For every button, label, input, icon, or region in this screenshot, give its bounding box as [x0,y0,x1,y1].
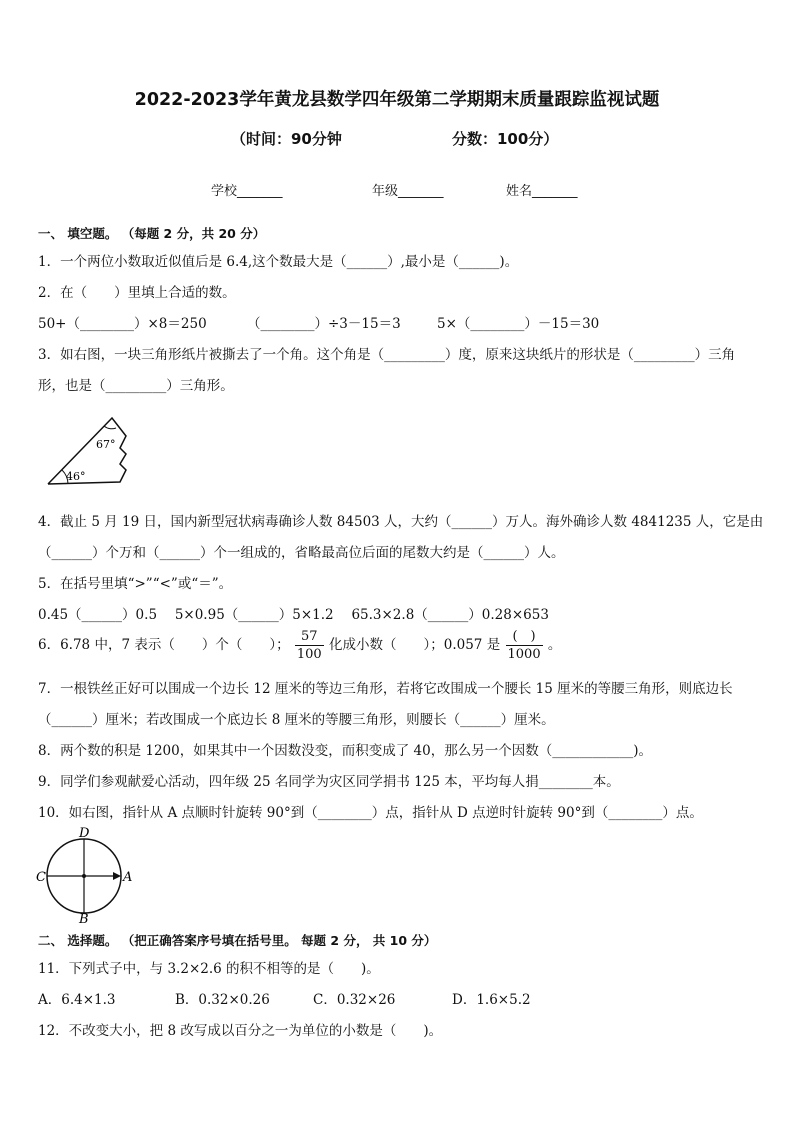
question-8: 8．两个数的积是 1200，如果其中一个因数没变，而积变成了 40，那么另一个因数（____________)。 [38,743,652,759]
section1-heading: 一、 填空题。 （每题 2 分，共 20 分） [38,226,266,241]
fraction1-numerator: 57 [295,628,324,646]
question-6-prefix: 6．6.78 中，7 表示（ ）个（ ）； [38,637,290,653]
fraction2-denominator: 1000 [507,647,541,662]
question-11: 11．下列式子中，与 3.2×2.6 的积不相等的是（ )。 [38,961,380,977]
exam-time: （时间：90分钟 [231,130,342,148]
fraction-57-100 [295,628,324,663]
torn-triangle-figure [46,414,138,486]
question-2c: 5×（________）－15＝30 [437,316,600,332]
angle-46-label: 46° [66,470,86,483]
school-field: 学校_______ [211,184,283,199]
page-title: 2022-2023学年黄龙县数学四年级第二学期期末质量跟踪监视试题 [134,90,660,110]
question-3-line2: 形，也是（_________）三角形。 [38,378,234,394]
name-field: 姓名_______ [506,184,578,199]
question-4-line2: （______）个万和（______）个一组成的，省略最高位后面的尾数大约是（______）人。 [38,545,565,561]
question-5: 5．在括号里填“>”“<”或“＝”。 [38,576,233,592]
question-2b: （________）÷3－15＝3 [247,316,401,332]
question-2a: 50+（________）×8＝250 [38,316,207,332]
question-7-line1: 7．一根铁丝正好可以围成一个边长 12 厘米的等边三角形，若将它改围成一个腰长 15 厘米的等腰三角形，则底边长 [38,681,733,697]
grade-field: 年级_______ [372,184,444,199]
question-4-line1: 4．截止 5 月 19 日，国内新型冠状病毒确诊人数 84503 人，大约（______）万人。海外确诊人数 4841235 人，它是由 [38,514,764,530]
question-10: 10．如右图，指针从 A 点顺时针旋转 90°到（________）点，指针从 D 点逆时针旋转 90°到（________）点。 [38,805,703,821]
question-1: 1．一个两位小数取近似值后是 6.4,这个数最大是（______）,最小是（______)。 [38,254,519,270]
question-11-option-d: D．1.6×5.2 [452,992,531,1008]
question-3-line1: 3．如右图，一块三角形纸片被撕去了一个角。这个角是（_________）度，原来这块纸片的形状是（_________）三角 [38,347,736,363]
point-a-label: A [123,870,133,885]
question-11-option-a: A．6.4×1.3 [38,992,116,1008]
point-c-label: C [36,870,46,885]
clock-dial-figure [34,826,138,924]
fraction1-denominator: 100 [296,647,322,662]
question-2: 2．在（ ）里填上合适的数。 [38,285,236,301]
fraction-blank-1000 [506,628,543,663]
section2-heading: 二、 选择题。 （把正确答案序号填在括号里。 每题 2 分， 共 10 分） [38,933,437,948]
question-11-option-b: B．0.32×0.26 [175,992,270,1008]
question-7-line2: （______）厘米；若改围成一个底边长 8 厘米的等腰三角形，则腰长（______）厘米。 [38,712,555,728]
angle-67-label: 67° [96,438,116,451]
question-6-mid: 化成小数（ ）；0.057 是 [329,637,501,653]
exam-score: 分数：100分） [452,130,559,148]
question-5-items: 0.45（______）0.5 5×0.95（______）5×1.2 65.3×2.8（______）0.28×653 [38,607,549,623]
question-6 [38,628,561,663]
fraction2-numerator: ( ) [506,628,543,646]
question-11-option-c: C．0.32×26 [313,992,396,1008]
question-6-end: 。 [547,637,562,653]
question-12: 12．不改变大小，把 8 改写成以百分之一为单位的小数是（ )。 [38,1023,443,1039]
question-9: 9．同学们参观献爱心活动，四年级 25 名同学为灾区同学捐书 125 本，平均每人捐________本。 [38,774,620,790]
point-d-label: D [79,826,90,841]
point-b-label: B [79,912,89,924]
